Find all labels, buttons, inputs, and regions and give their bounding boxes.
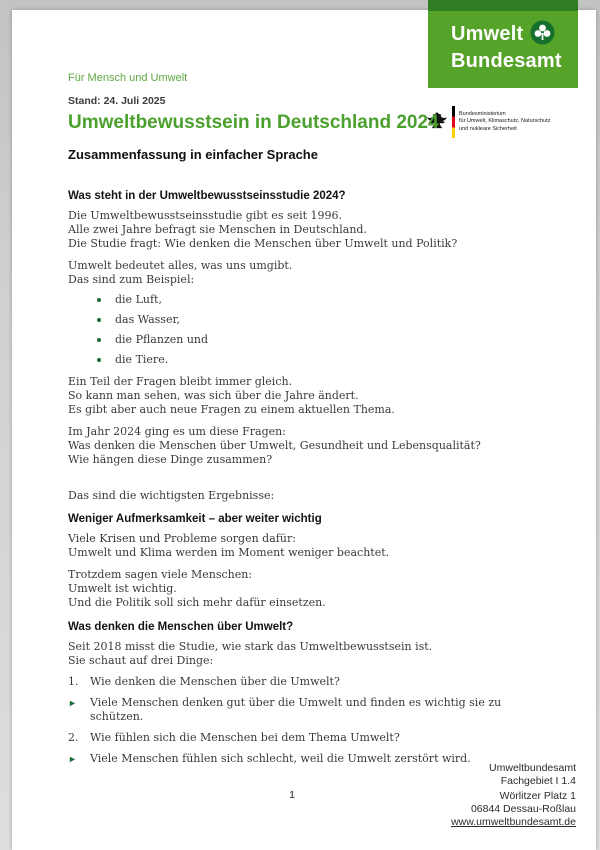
bullet-text: die Pflanzen und [115,333,209,346]
text-line: Im Jahr 2024 ging es um diese Fragen: [68,425,286,438]
list-item [68,313,546,327]
bullet-list [68,293,546,367]
date-line: Stand: 24. Juli 2025 [68,95,166,107]
item-text: Viele Menschen fühlen sich schlecht, weil die Umwelt zerstört wird. [90,752,471,765]
ministry-line1: Bundesministerium [459,110,506,117]
footer-website-link[interactable]: www.umweltbundesamt.de [451,816,576,828]
arrow-icon: ► [68,754,77,764]
text-line: Die Umweltbewusstseinsstudie gibt es seit 1996. [68,209,343,222]
paragraph [68,489,546,503]
text-line: Viele Krisen und Probleme sorgen dafür: [68,532,296,545]
arrow-item [68,696,546,724]
text-line: Das sind zum Beispiel: [68,273,195,286]
section1-heading: Was steht in der Umweltbewusstseinsstudie 2024? [68,190,346,202]
paragraph [68,568,546,610]
ministry-line2: für Umwelt, Klimaschutz, Naturschutz [459,118,551,125]
text-line: So kann man sehen, was sich über die Jahre ändert. [68,389,359,402]
list-item [68,333,546,347]
footer-address [451,762,576,829]
document-page [12,10,596,850]
footer-city: 06844 Dessau-Roßlau [470,803,576,815]
bullet-text: das Wasser, [115,313,180,326]
paragraph [68,532,546,560]
footer-department: Fachgebiet I 1.4 [500,775,576,787]
list-item [68,353,546,367]
footer-org: Umweltbundesamt [489,762,576,774]
item-text: Wie denken die Menschen über die Umwelt? [90,675,340,688]
list-item [68,293,546,307]
item-text: Wie fühlen sich die Menschen bei dem Thema Umwelt? [90,731,400,744]
numbered-item [68,675,546,689]
document-subtitle: Zusammenfassung in einfacher Sprache [68,147,318,162]
paragraph [68,425,546,467]
text-line: Umwelt ist wichtig. [68,582,177,595]
uba-logo-line1: Umwelt [451,23,524,45]
paragraph [68,259,546,287]
bullet-icon [97,298,101,302]
text-line: Die Studie fragt: Wie denken die Menschen über Umwelt und Politik? [68,237,458,250]
text-line: Wie hängen diese Dinge zusammen? [68,453,273,466]
text-line: Ein Teil der Fragen bleibt immer gleich. [68,375,293,388]
text-line: Das sind die wichtigsten Ergebnisse: [68,489,275,502]
document-content [68,10,546,766]
paragraph [68,375,546,417]
text-line: Umwelt bedeutet alles, was uns umgibt. [68,259,293,272]
text-line: Umwelt und Klima werden im Moment weniger beachtet. [68,546,390,559]
paragraph [68,209,546,251]
qa-list [68,675,546,766]
footer-street: Wörlitzer Platz 1 [499,790,576,802]
ministry-line3: und nukleare Sicherheit [459,125,517,132]
tagline: Für Mensch und Umwelt [68,72,188,84]
numbered-item [68,731,546,745]
arrow-icon: ► [68,698,77,708]
number-marker: 1. [68,675,79,688]
page-number: 1 [289,789,295,801]
text-line: Und die Politik soll sich mehr dafür einsetzen. [68,596,326,609]
text-line: Alle zwei Jahre befragt sie Menschen in Deutschland. [68,223,367,236]
text-line: Seit 2018 misst die Studie, wie stark das Umweltbewusstsein ist. [68,640,433,653]
text-line: Was denken die Menschen über Umwelt, Gesundheit und Lebensqualität? [68,439,481,452]
text-line: Sie schaut auf drei Dinge: [68,654,214,667]
text-line: Trotzdem sagen viele Menschen: [68,568,253,581]
item-text: Viele Menschen denken gut über die Umwelt und finden es wichtig sie zu schützen. [90,696,502,723]
bullet-icon [97,338,101,342]
section2-heading: Weniger Aufmerksamkeit – aber weiter wichtig [68,513,322,525]
bullet-icon [97,318,101,322]
bullet-text: die Luft, [115,293,162,306]
document-title: Umweltbewusstsein in Deutschland 2024 [68,112,439,133]
section3-heading: Was denken die Menschen über Umwelt? [68,621,294,633]
text-line: Es gibt aber auch neue Fragen zu einem aktuellen Thema. [68,403,395,416]
uba-logo-line2: Bundesamt [451,50,562,72]
bullet-icon [97,358,101,362]
paragraph [68,640,546,668]
bullet-text: die Tiere. [115,353,169,366]
number-marker: 2. [68,731,79,744]
